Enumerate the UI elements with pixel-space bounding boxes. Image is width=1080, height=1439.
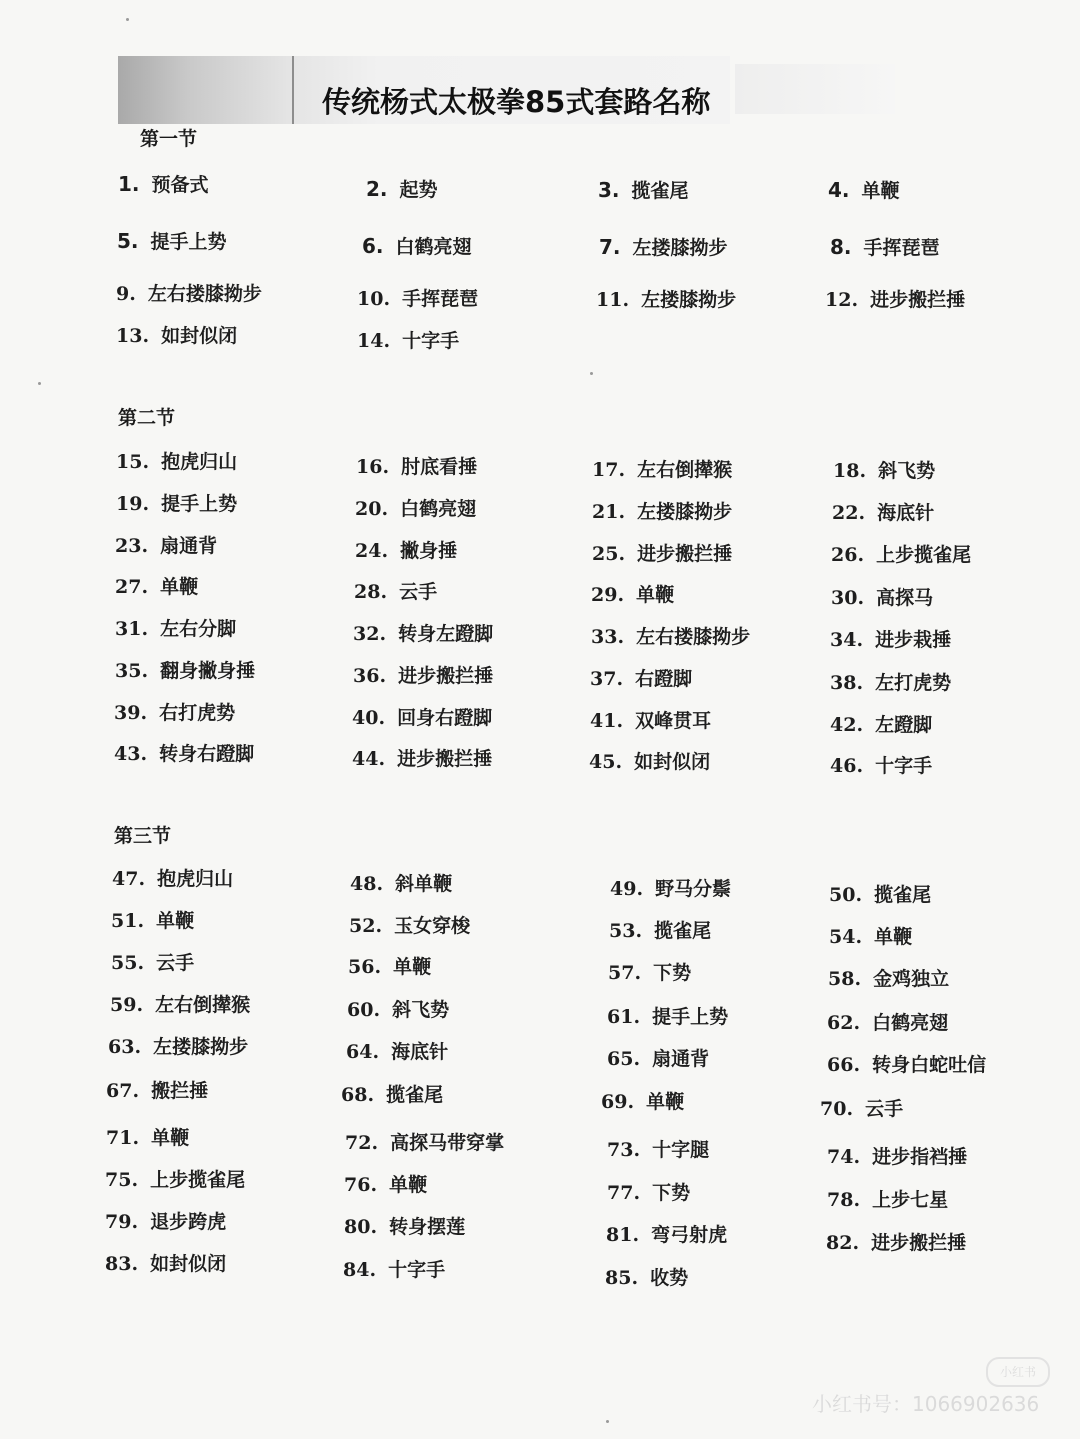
move-number: 69. — [601, 1091, 635, 1113]
move-name: 抱虎归山 — [161, 451, 238, 473]
move-number: 59. — [110, 994, 144, 1016]
move-number: 36. — [353, 665, 387, 687]
move-item — [829, 880, 931, 907]
move-number: 5. — [117, 229, 139, 253]
move-name: 十字手 — [388, 1259, 446, 1281]
move-item — [355, 494, 476, 521]
move-name: 揽雀尾 — [874, 884, 932, 906]
move-number: 66. — [827, 1054, 861, 1076]
move-item — [114, 739, 254, 766]
move-item — [830, 668, 951, 695]
move-name: 肘底看捶 — [401, 456, 478, 478]
move-name: 高探马 — [876, 587, 934, 609]
move-name: 如封似闭 — [634, 751, 711, 773]
move-name: 云手 — [865, 1098, 904, 1120]
move-name: 海底针 — [877, 502, 935, 524]
move-name: 转身摆莲 — [389, 1216, 466, 1238]
move-name: 上步七星 — [872, 1189, 949, 1211]
move-item — [116, 447, 237, 474]
move-name: 单鞭 — [874, 926, 913, 948]
move-item — [118, 170, 209, 197]
move-number: 82. — [826, 1232, 860, 1254]
scan-speck — [126, 18, 129, 21]
move-item — [116, 489, 237, 516]
move-number: 53. — [609, 920, 643, 942]
move-item — [831, 540, 971, 567]
move-name: 弯弓射虎 — [651, 1224, 728, 1246]
move-item — [601, 1087, 684, 1114]
move-name: 退步跨虎 — [150, 1211, 227, 1233]
move-name: 抱虎归山 — [157, 868, 234, 890]
move-name: 十字手 — [875, 755, 933, 777]
move-item — [116, 279, 262, 306]
move-number: 40. — [352, 707, 386, 729]
move-number: 14. — [357, 330, 391, 352]
move-number: 44. — [352, 748, 386, 770]
move-number: 50. — [829, 884, 863, 906]
move-number: 51. — [111, 910, 145, 932]
move-number: 81. — [606, 1224, 640, 1246]
move-item — [345, 1128, 504, 1155]
move-name: 揽雀尾 — [386, 1084, 444, 1106]
move-number: 76. — [344, 1174, 378, 1196]
move-item — [591, 622, 750, 649]
move-number: 13. — [116, 325, 150, 347]
move-item — [833, 456, 935, 483]
move-name: 手挥琵琶 — [402, 288, 479, 310]
move-name: 斜单鞭 — [395, 873, 453, 895]
move-item — [590, 664, 692, 691]
move-item — [357, 284, 478, 311]
move-number: 19. — [116, 493, 150, 515]
move-number: 20. — [355, 498, 389, 520]
move-item — [607, 1044, 709, 1071]
move-name: 左搂膝拗步 — [632, 237, 728, 259]
move-number: 80. — [344, 1216, 378, 1238]
section-label-2: 第二节 — [118, 407, 176, 429]
move-name: 右打虎势 — [159, 702, 236, 724]
move-item — [596, 285, 736, 312]
move-number: 43. — [114, 743, 148, 765]
move-name: 提手上势 — [161, 493, 238, 515]
move-name: 单鞭 — [393, 956, 432, 978]
move-item — [827, 1050, 986, 1077]
move-item — [826, 1228, 966, 1255]
move-name: 单鞭 — [156, 910, 195, 932]
move-name: 右蹬脚 — [635, 668, 693, 690]
move-item — [352, 703, 492, 730]
move-number: 30. — [831, 587, 865, 609]
move-name: 云手 — [399, 581, 438, 603]
move-name: 斜飞势 — [878, 460, 936, 482]
move-item — [827, 1008, 948, 1035]
move-item — [348, 952, 431, 979]
move-number: 4. — [828, 178, 850, 202]
move-number: 73. — [607, 1139, 641, 1161]
move-name: 单鞭 — [160, 576, 199, 598]
move-item — [590, 706, 711, 733]
move-item — [115, 656, 255, 683]
move-name: 扇通背 — [652, 1048, 710, 1070]
move-item — [605, 1263, 688, 1290]
move-item — [606, 1220, 727, 1247]
move-name: 单鞭 — [151, 1127, 190, 1149]
move-name: 撇身捶 — [400, 540, 458, 562]
move-number: 24. — [355, 540, 389, 562]
move-name: 搬拦捶 — [151, 1080, 209, 1102]
move-name: 双峰贯耳 — [635, 710, 712, 732]
move-name: 左右倒撵猴 — [155, 994, 251, 1016]
move-item — [592, 497, 732, 524]
move-number: 60. — [347, 999, 381, 1021]
move-name: 野马分鬃 — [655, 878, 732, 900]
move-number: 7. — [599, 235, 621, 259]
move-name: 提手上势 — [652, 1006, 729, 1028]
move-name: 左右搂膝拗步 — [636, 626, 751, 648]
move-name: 玉女穿梭 — [394, 915, 471, 937]
move-number: 38. — [830, 672, 864, 694]
move-name: 手挥琵琶 — [863, 237, 940, 259]
move-name: 斜飞势 — [392, 999, 450, 1021]
move-name: 左搂膝拗步 — [637, 501, 733, 523]
move-item — [110, 990, 250, 1017]
move-number: 3. — [598, 178, 620, 202]
move-name: 转身左蹬脚 — [398, 623, 494, 645]
move-number: 77. — [607, 1182, 641, 1204]
move-item — [105, 1165, 245, 1192]
move-number: 52. — [349, 915, 383, 937]
move-number: 56. — [348, 956, 382, 978]
move-name: 收势 — [650, 1267, 689, 1289]
move-name: 单鞭 — [861, 180, 900, 202]
move-number: 49. — [610, 878, 644, 900]
move-item — [106, 1076, 208, 1103]
move-number: 27. — [115, 576, 149, 598]
move-name: 揽雀尾 — [654, 920, 712, 942]
move-number: 42. — [830, 714, 864, 736]
move-number: 9. — [116, 283, 136, 305]
move-name: 提手上势 — [150, 231, 227, 253]
move-number: 15. — [116, 451, 150, 473]
move-number: 35. — [115, 660, 149, 682]
move-item — [354, 577, 437, 604]
move-name: 十字腿 — [652, 1139, 710, 1161]
scan-speck — [38, 382, 41, 385]
move-item — [114, 698, 235, 725]
move-number: 21. — [592, 501, 626, 523]
move-item — [830, 625, 951, 652]
move-number: 28. — [354, 581, 388, 603]
move-number: 74. — [827, 1146, 861, 1168]
move-item — [353, 619, 493, 646]
move-number: 10. — [357, 288, 391, 310]
move-name: 进步搬拦捶 — [397, 748, 493, 770]
move-item — [827, 1142, 967, 1169]
move-name: 高探马带穿掌 — [390, 1132, 505, 1154]
move-item — [112, 864, 233, 891]
move-number: 41. — [590, 710, 624, 732]
page-title: 传统杨式太极拳85式套路名称 — [322, 85, 711, 119]
move-name: 进步指裆捶 — [872, 1146, 968, 1168]
move-number: 18. — [833, 460, 867, 482]
move-number: 63. — [108, 1036, 142, 1058]
move-name: 单鞭 — [636, 584, 675, 606]
move-name: 海底针 — [391, 1041, 449, 1063]
move-item — [607, 1002, 728, 1029]
move-item — [592, 539, 732, 566]
move-item — [117, 227, 227, 254]
watermark-text: 小红书号：1066902636 — [812, 1392, 1040, 1416]
move-number: 6. — [362, 234, 384, 258]
move-name: 回身右蹬脚 — [397, 707, 493, 729]
move-number: 23. — [115, 535, 149, 557]
move-name: 云手 — [156, 952, 195, 974]
move-item — [609, 916, 711, 943]
move-item — [828, 176, 900, 203]
move-item — [828, 964, 949, 991]
move-number: 65. — [607, 1048, 641, 1070]
move-name: 金鸡独立 — [873, 968, 950, 990]
move-number: 78. — [827, 1189, 861, 1211]
scan-shadow — [735, 64, 895, 114]
move-item — [820, 1094, 903, 1121]
move-number: 72. — [345, 1132, 379, 1154]
move-item — [111, 906, 194, 933]
move-number: 84. — [343, 1259, 377, 1281]
move-item — [344, 1212, 465, 1239]
move-item — [352, 744, 492, 771]
move-item — [344, 1170, 427, 1197]
move-number: 70. — [820, 1098, 854, 1120]
move-number: 46. — [830, 755, 864, 777]
move-number: 39. — [114, 702, 148, 724]
move-name: 扇通背 — [160, 535, 218, 557]
move-item — [830, 710, 932, 737]
move-item — [831, 583, 933, 610]
move-name: 进步搬拦捶 — [870, 289, 966, 311]
move-number: 2. — [366, 177, 388, 201]
move-item — [607, 1135, 709, 1162]
move-name: 上步揽雀尾 — [150, 1169, 246, 1191]
move-name: 下势 — [653, 962, 692, 984]
move-number: 57. — [608, 962, 642, 984]
move-name: 如封似闭 — [150, 1253, 227, 1275]
move-number: 85. — [605, 1267, 639, 1289]
move-name: 进步栽捶 — [875, 629, 952, 651]
move-item — [347, 995, 449, 1022]
move-name: 左打虎势 — [875, 672, 952, 694]
move-name: 单鞭 — [646, 1091, 685, 1113]
section-label-1: 第一节 — [140, 128, 198, 150]
move-item — [356, 452, 477, 479]
move-number: 79. — [105, 1211, 139, 1233]
move-name: 白鹤亮翅 — [872, 1012, 949, 1034]
move-number: 16. — [356, 456, 390, 478]
move-number: 22. — [832, 502, 866, 524]
move-name: 预备式 — [151, 174, 209, 196]
move-name: 下势 — [652, 1182, 691, 1204]
move-item — [830, 751, 932, 778]
move-item — [115, 531, 217, 558]
move-number: 54. — [829, 926, 863, 948]
move-item — [105, 1249, 226, 1276]
move-number: 75. — [105, 1169, 139, 1191]
move-item — [591, 580, 674, 607]
move-item — [350, 869, 452, 896]
move-number: 33. — [591, 626, 625, 648]
move-item — [115, 572, 198, 599]
move-number: 37. — [590, 668, 624, 690]
move-item — [829, 922, 912, 949]
move-name: 左右倒撵猴 — [637, 459, 733, 481]
move-item — [108, 1032, 248, 1059]
move-number: 61. — [607, 1006, 641, 1028]
move-name: 转身白蛇吐信 — [872, 1054, 987, 1076]
move-item — [111, 948, 194, 975]
move-item — [353, 661, 493, 688]
move-number: 58. — [828, 968, 862, 990]
move-item — [599, 233, 728, 260]
move-item — [610, 874, 731, 901]
move-name: 白鹤亮翅 — [400, 498, 477, 520]
move-name: 进步搬拦捶 — [871, 1232, 967, 1254]
move-item — [832, 498, 934, 525]
move-name: 左右搂膝拗步 — [147, 283, 262, 305]
move-number: 25. — [592, 543, 626, 565]
move-number: 45. — [589, 751, 623, 773]
move-name: 翻身撇身捶 — [160, 660, 256, 682]
move-number: 48. — [350, 873, 384, 895]
move-number: 62. — [827, 1012, 861, 1034]
move-name: 揽雀尾 — [631, 180, 689, 202]
move-name: 转身右蹬脚 — [159, 743, 255, 765]
move-item — [116, 321, 237, 348]
move-item — [827, 1185, 948, 1212]
move-number: 68. — [341, 1084, 375, 1106]
move-number: 67. — [106, 1080, 140, 1102]
move-number: 17. — [592, 459, 626, 481]
move-item — [106, 1123, 189, 1150]
move-item — [825, 285, 965, 312]
move-name: 左搂膝拗步 — [153, 1036, 249, 1058]
move-name: 白鹤亮翅 — [395, 236, 472, 258]
move-item — [341, 1080, 443, 1107]
move-number: 11. — [596, 289, 630, 311]
move-name: 上步揽雀尾 — [876, 544, 972, 566]
move-name: 如封似闭 — [161, 325, 238, 347]
move-number: 47. — [112, 868, 146, 890]
section-label-3: 第三节 — [114, 825, 172, 847]
move-item — [589, 747, 710, 774]
move-name: 左右分脚 — [160, 618, 237, 640]
move-number: 55. — [111, 952, 145, 974]
watermark-badge: 小红书 — [986, 1357, 1050, 1387]
move-item — [366, 175, 438, 202]
move-item — [607, 1178, 690, 1205]
move-number: 12. — [825, 289, 859, 311]
move-number: 34. — [830, 629, 864, 651]
move-name: 左搂膝拗步 — [641, 289, 737, 311]
move-number: 71. — [106, 1127, 140, 1149]
move-name: 进步搬拦捶 — [637, 543, 733, 565]
move-number: 83. — [105, 1253, 139, 1275]
move-number: 64. — [346, 1041, 380, 1063]
move-name: 进步搬拦捶 — [398, 665, 494, 687]
move-name: 左蹬脚 — [875, 714, 933, 736]
scan-speck — [606, 1420, 609, 1423]
move-item — [349, 911, 470, 938]
scan-speck — [590, 372, 593, 375]
move-name: 单鞭 — [389, 1174, 428, 1196]
move-item — [343, 1255, 445, 1282]
move-number: 8. — [830, 235, 852, 259]
move-item — [598, 176, 689, 203]
move-item — [357, 326, 459, 353]
move-item — [362, 232, 472, 259]
move-number: 31. — [115, 618, 149, 640]
move-number: 26. — [831, 544, 865, 566]
move-item — [592, 455, 732, 482]
move-item — [115, 614, 236, 641]
move-name: 十字手 — [402, 330, 460, 352]
move-item — [608, 958, 691, 985]
move-item — [830, 233, 940, 260]
move-item — [105, 1207, 226, 1234]
move-number: 32. — [353, 623, 387, 645]
move-item — [346, 1037, 448, 1064]
move-number: 1. — [118, 172, 140, 196]
move-name: 起势 — [399, 179, 438, 201]
move-item — [355, 536, 457, 563]
move-number: 29. — [591, 584, 625, 606]
